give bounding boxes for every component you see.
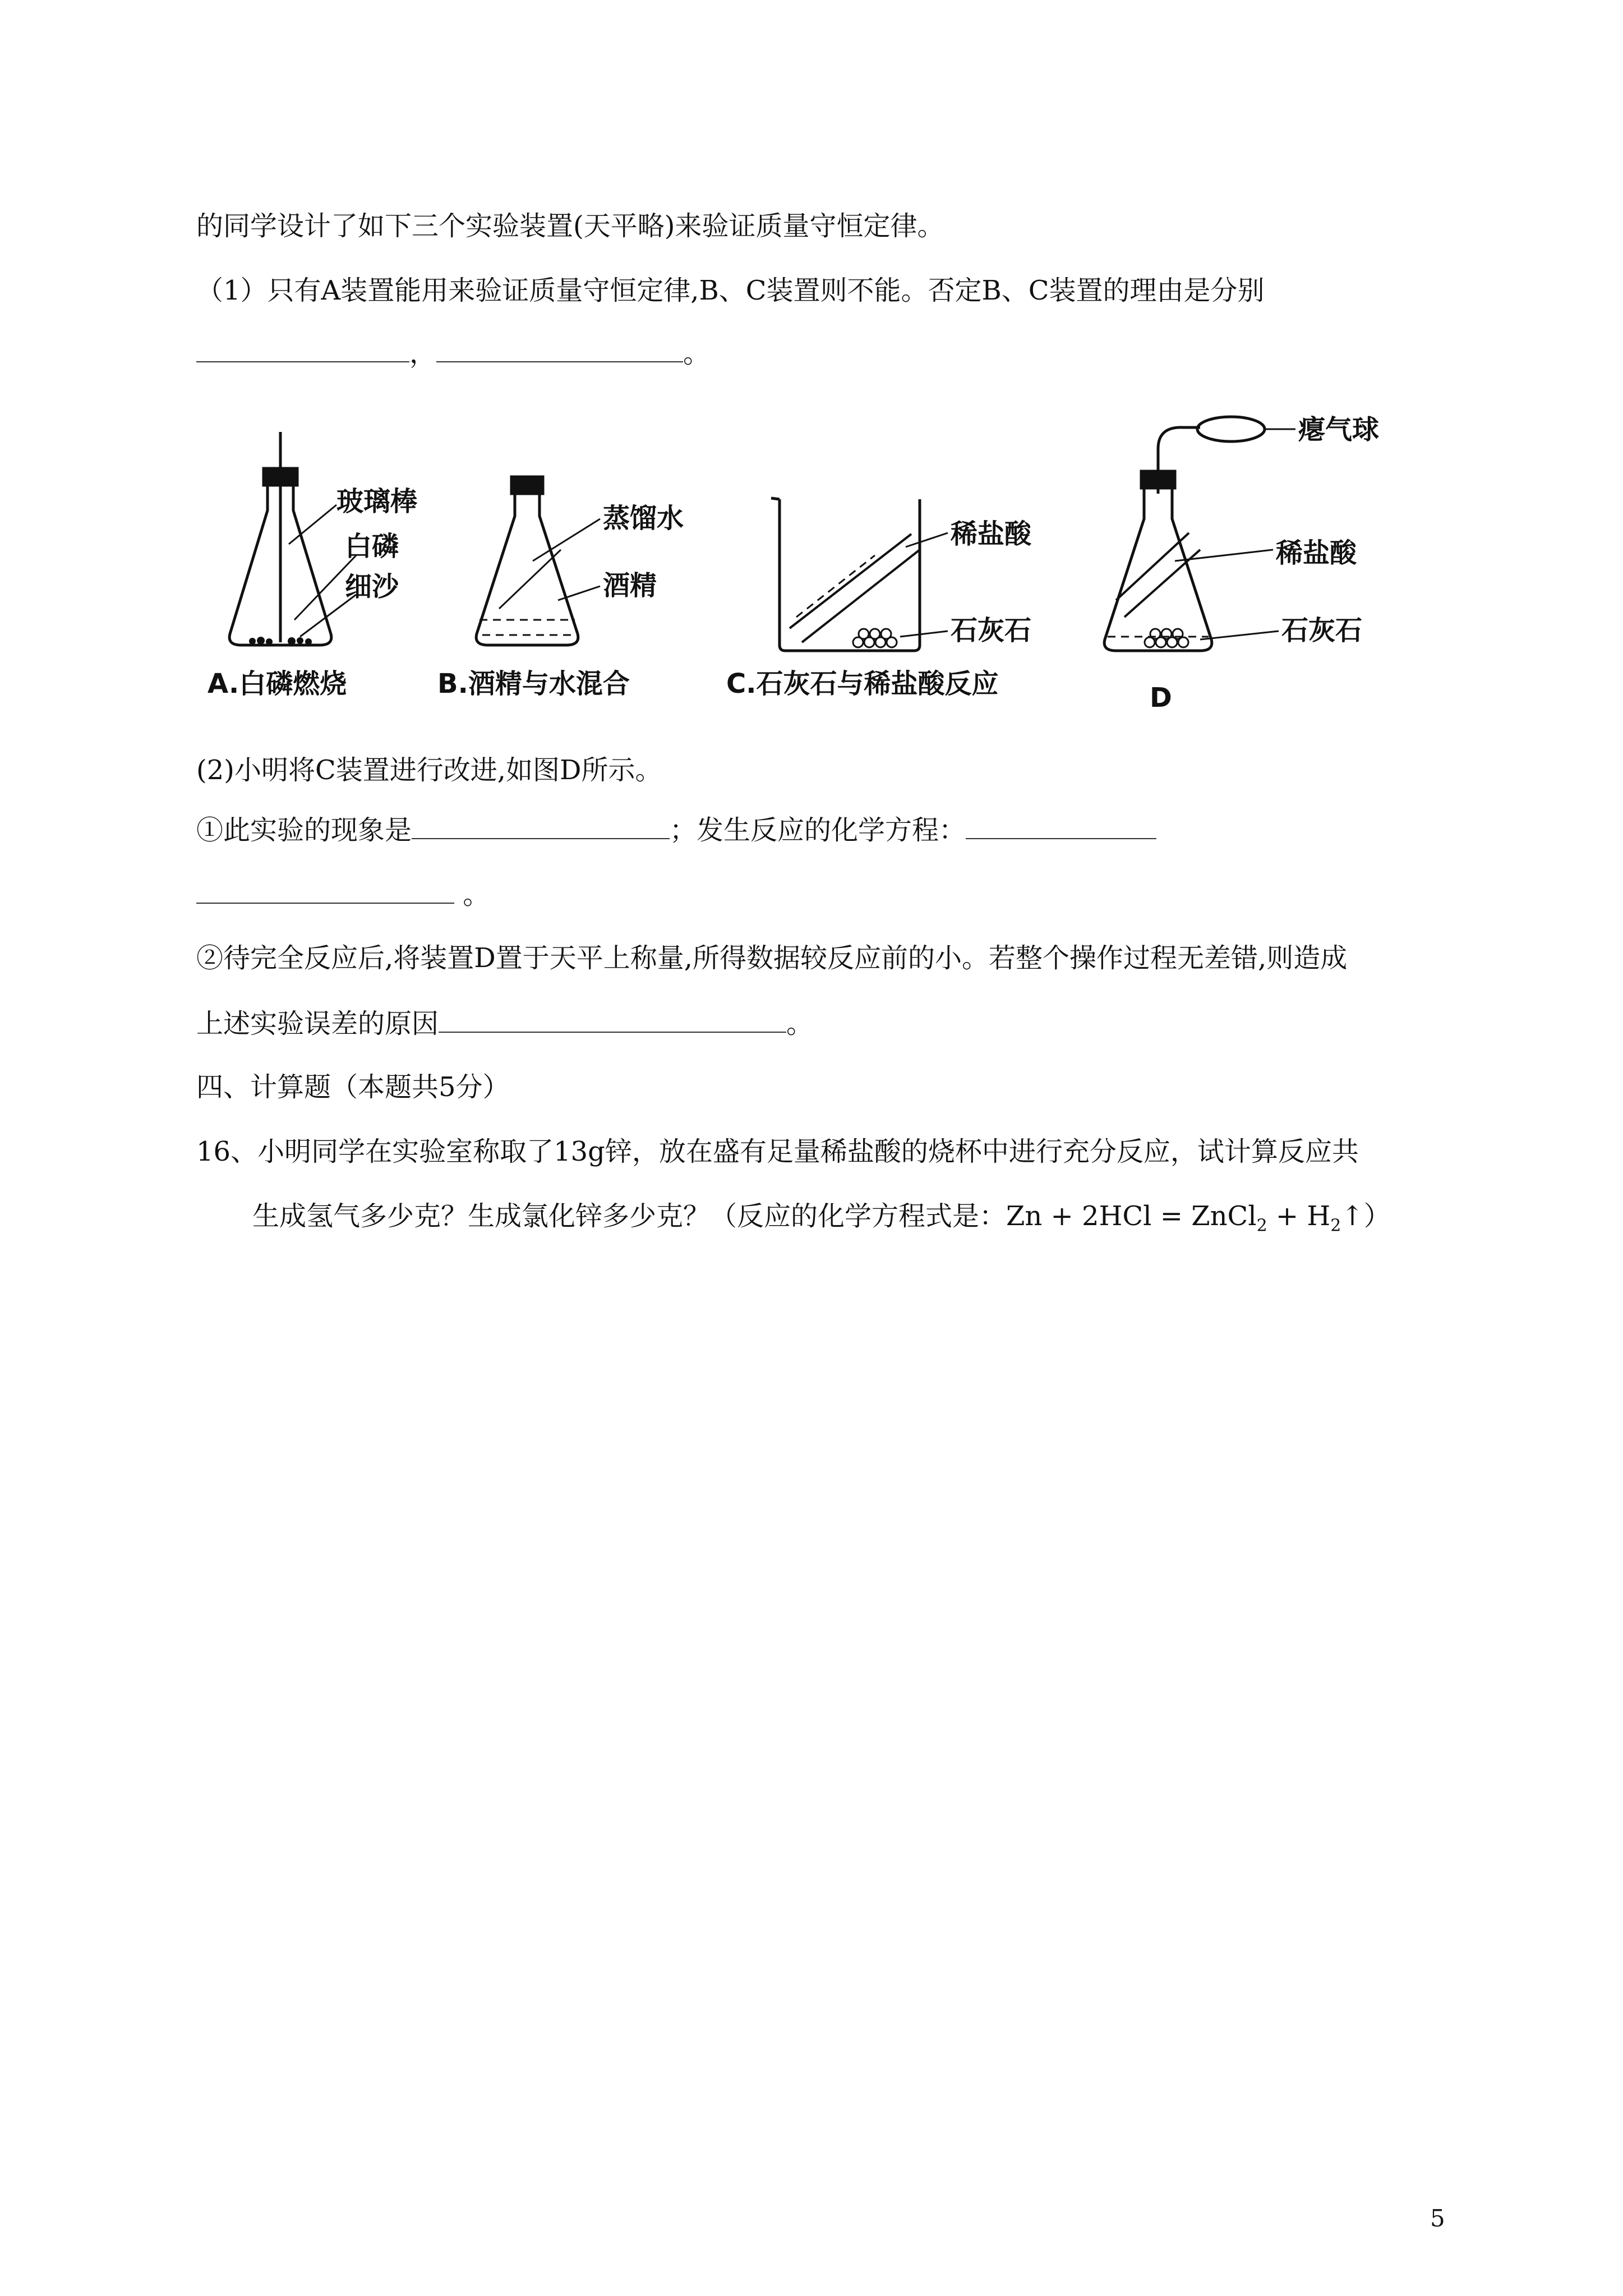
label-alcohol: 酒精 [603, 570, 657, 601]
answer-blank[interactable] [412, 813, 670, 839]
answer-blank[interactable] [439, 1007, 786, 1033]
period: 。 [683, 338, 711, 369]
caption-c: C.石灰石与稀盐酸反应 [726, 668, 999, 700]
balloon [1197, 417, 1265, 441]
subscript: 2 [1330, 1216, 1341, 1236]
subscript: 2 [1256, 1216, 1267, 1236]
leader-line [289, 505, 336, 544]
q2b-end: 。 [786, 1008, 814, 1039]
intro-text: 的同学设计了如下三个实验装置(天平略)来验证质量守恒定律。 [196, 210, 944, 242]
q16-plus: + H [1267, 1200, 1331, 1232]
answer-blank[interactable] [196, 337, 409, 362]
question-1-answer-line [196, 337, 710, 370]
stopper [511, 477, 543, 494]
label-sand: 细沙 [345, 571, 399, 602]
comma: ， [409, 338, 437, 369]
flask-d [1104, 488, 1212, 651]
label-phosphorus: 白磷 [345, 531, 399, 562]
caption-a: A.白磷燃烧 [208, 668, 347, 700]
limestone-c [853, 629, 897, 647]
flask-b [476, 494, 578, 645]
caption-d: D [1150, 682, 1172, 714]
page-number: 5 [1430, 2205, 1445, 2232]
q2a-mid: ；发生反应的化学方程： [670, 815, 966, 846]
question-2a [196, 813, 1156, 847]
question-1: （1）只有A装置能用来验证质量守恒定律,B、C装置则不能。否定B、C装置的理由是分别 [196, 275, 1265, 306]
answer-blank[interactable] [966, 813, 1156, 839]
q2b-prefix: 上述实验误差的原因 [196, 1008, 439, 1039]
label-acid-d: 稀盐酸 [1276, 537, 1357, 569]
q16-tail: ↑） [1341, 1200, 1391, 1232]
question-16-line2 [252, 1200, 1391, 1236]
label-limestone-d: 石灰石 [1281, 615, 1363, 646]
answer-blank[interactable] [196, 878, 454, 904]
question-2: (2)小明将C装置进行改进,如图D所示。 [196, 754, 662, 786]
q16-text: 生成氢气多少克？生成氯化锌多少克？（反应的化学方程式是：Zn + 2HCl = ZnCl [252, 1200, 1257, 1232]
q2a-prefix: ①此实验的现象是 [196, 815, 412, 846]
question-2b-line1: ②待完全反应后,将装置D置于天平上称量,所得数据较反应前的小。若整个操作过程无差错,则造成 [196, 942, 1348, 974]
question-2a-cont [196, 878, 490, 912]
label-limestone-c: 石灰石 [951, 615, 1032, 646]
stopper [1141, 471, 1175, 488]
caption-b: B.酒精与水混合 [437, 668, 630, 700]
question-16-line1: 16、小明同学在实验室称取了13g锌，放在盛有足量稀盐酸的烧杯中进行充分反应，试计算反应共 [196, 1136, 1359, 1167]
label-glass-rod: 玻璃棒 [336, 486, 418, 517]
answer-blank[interactable] [436, 337, 683, 362]
label-distilled-water: 蒸馏水 [603, 503, 684, 534]
section-heading: 四、计算题（本题共5分） [196, 1071, 510, 1103]
q2a-end: 。 [454, 879, 490, 910]
label-balloon: 瘪气球 [1298, 415, 1380, 445]
question-2b-line2 [196, 1007, 813, 1041]
limestone-d [1145, 629, 1188, 647]
stopper [264, 468, 297, 485]
apparatus-figure [196, 415, 1458, 729]
label-acid-c: 稀盐酸 [951, 518, 1032, 550]
